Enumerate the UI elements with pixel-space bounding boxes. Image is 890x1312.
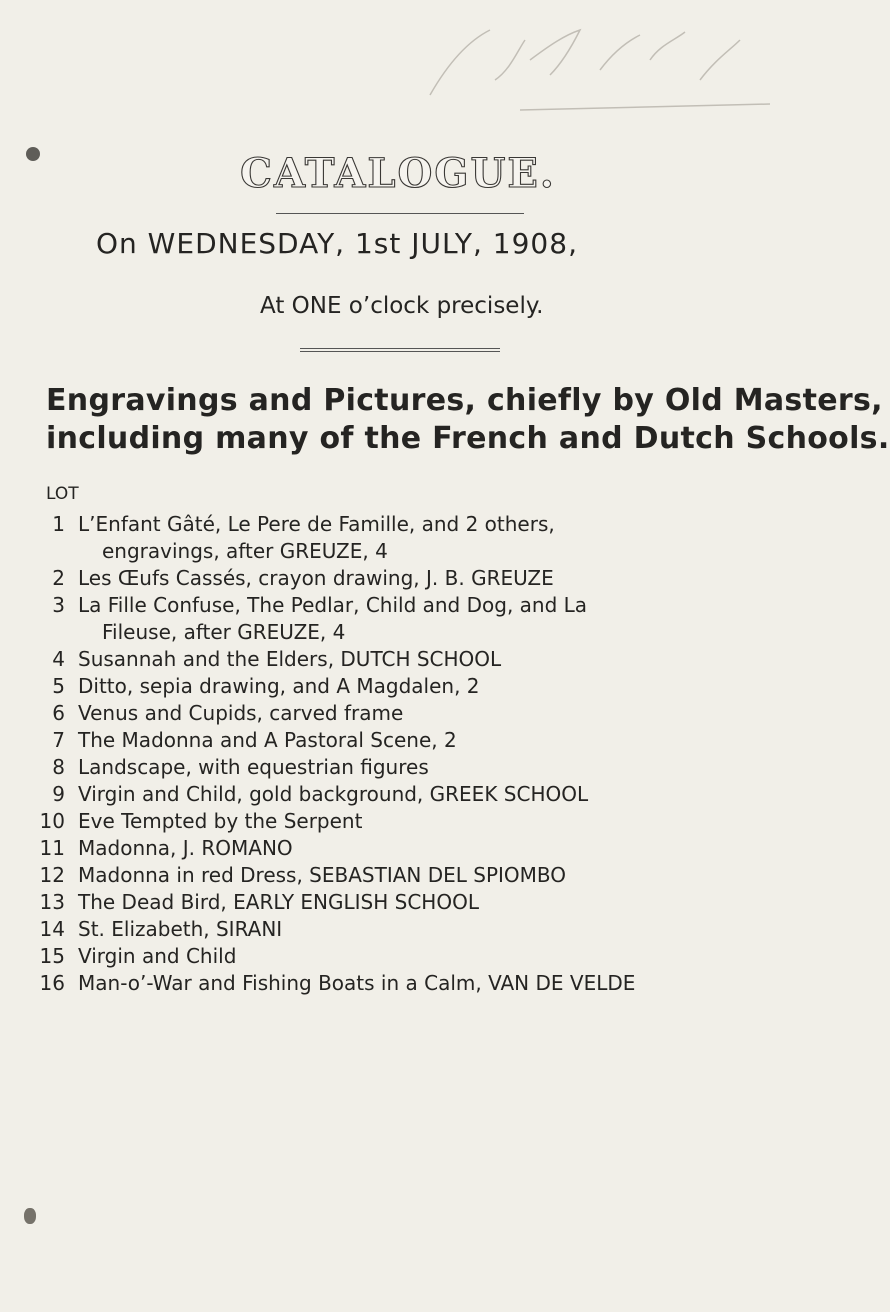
lot-item [0, 971, 800, 998]
lot-description: Ditto, sepia drawing, and A Magdalen, 2 [78, 674, 480, 698]
double-rule-bottom [300, 351, 500, 352]
lot-number: 5 [52, 674, 65, 698]
lot-description: Eve Tempted by the Serpent [78, 809, 363, 833]
lot-item [0, 647, 800, 674]
lot-description: Madonna, J. ROMANO [78, 836, 293, 860]
lot-number: 2 [52, 566, 65, 590]
lot-number: 9 [52, 782, 65, 806]
lot-description: La Fille Confuse, The Pedlar, Child and Dog, and La [78, 593, 588, 617]
lot-number: 1 [52, 512, 65, 536]
lot-description: Man-o’-War and Fishing Boats in a Calm, VAN DE VELDE [78, 971, 636, 995]
lot-column-label: LOT [46, 484, 79, 504]
sale-time: At ONE o’clock precisely. [260, 293, 544, 319]
section-heading-line-1: Engravings and Pictures, chiefly by Old Masters, [46, 383, 883, 418]
catalogue-title: CATALOGUE. [240, 150, 556, 197]
lot-description: Les Œufs Cassés, crayon drawing, J. B. GREUZE [78, 566, 554, 590]
lot-item [0, 836, 800, 863]
ink-stain-bottom [24, 1208, 36, 1224]
lot-number: 13 [39, 890, 65, 914]
lot-number: 14 [39, 917, 65, 941]
sale-date: On WEDNESDAY, 1st JULY, 1908, [96, 227, 578, 260]
lot-item [0, 593, 800, 647]
lot-number: 11 [39, 836, 65, 860]
title-rule [276, 213, 524, 214]
lot-item [0, 755, 800, 782]
lot-number: 6 [52, 701, 65, 725]
lot-number: 15 [39, 944, 65, 968]
lot-description: Virgin and Child [78, 944, 237, 968]
lot-number: 8 [52, 755, 65, 779]
lot-item [0, 917, 800, 944]
lot-description: Virgin and Child, gold background, GREEK SCHOOL [78, 782, 589, 806]
lot-number: 7 [52, 728, 65, 752]
lot-description-continued: engravings, after GREUZE, 4 [102, 539, 388, 563]
lot-description: St. Elizabeth, SIRANI [78, 917, 283, 941]
lot-description: The Dead Bird, EARLY ENGLISH SCHOOL [78, 890, 479, 914]
lot-number: 10 [39, 809, 65, 833]
lot-number: 12 [39, 863, 65, 887]
lot-item [0, 674, 800, 701]
lot-description: Susannah and the Elders, DUTCH SCHOOL [78, 647, 502, 671]
double-rule-top [300, 348, 500, 349]
ink-stain-top [26, 147, 40, 161]
lot-description: Landscape, with equestrian figures [78, 755, 429, 779]
lot-description-continued: Fileuse, after GREUZE, 4 [102, 620, 346, 644]
lot-description: The Madonna and A Pastoral Scene, 2 [78, 728, 457, 752]
lot-item [0, 566, 800, 593]
lot-item [0, 863, 800, 890]
lot-list [0, 512, 800, 998]
lot-item [0, 809, 800, 836]
lot-item [0, 782, 800, 809]
lot-item [0, 944, 800, 971]
lot-number: 16 [39, 971, 65, 995]
lot-item [0, 701, 800, 728]
section-heading-line-2: including many of the French and Dutch Schools. [46, 421, 890, 456]
show-through-handwriting [400, 0, 790, 120]
lot-item [0, 512, 800, 566]
lot-item [0, 890, 800, 917]
lot-description: L’Enfant Gâté, Le Pere de Famille, and 2 others, [78, 512, 555, 536]
lot-item [0, 728, 800, 755]
lot-number: 4 [52, 647, 65, 671]
lot-description: Venus and Cupids, carved frame [78, 701, 404, 725]
lot-description: Madonna in red Dress, SEBASTIAN DEL SPIOMBO [78, 863, 567, 887]
lot-number: 3 [52, 593, 65, 617]
